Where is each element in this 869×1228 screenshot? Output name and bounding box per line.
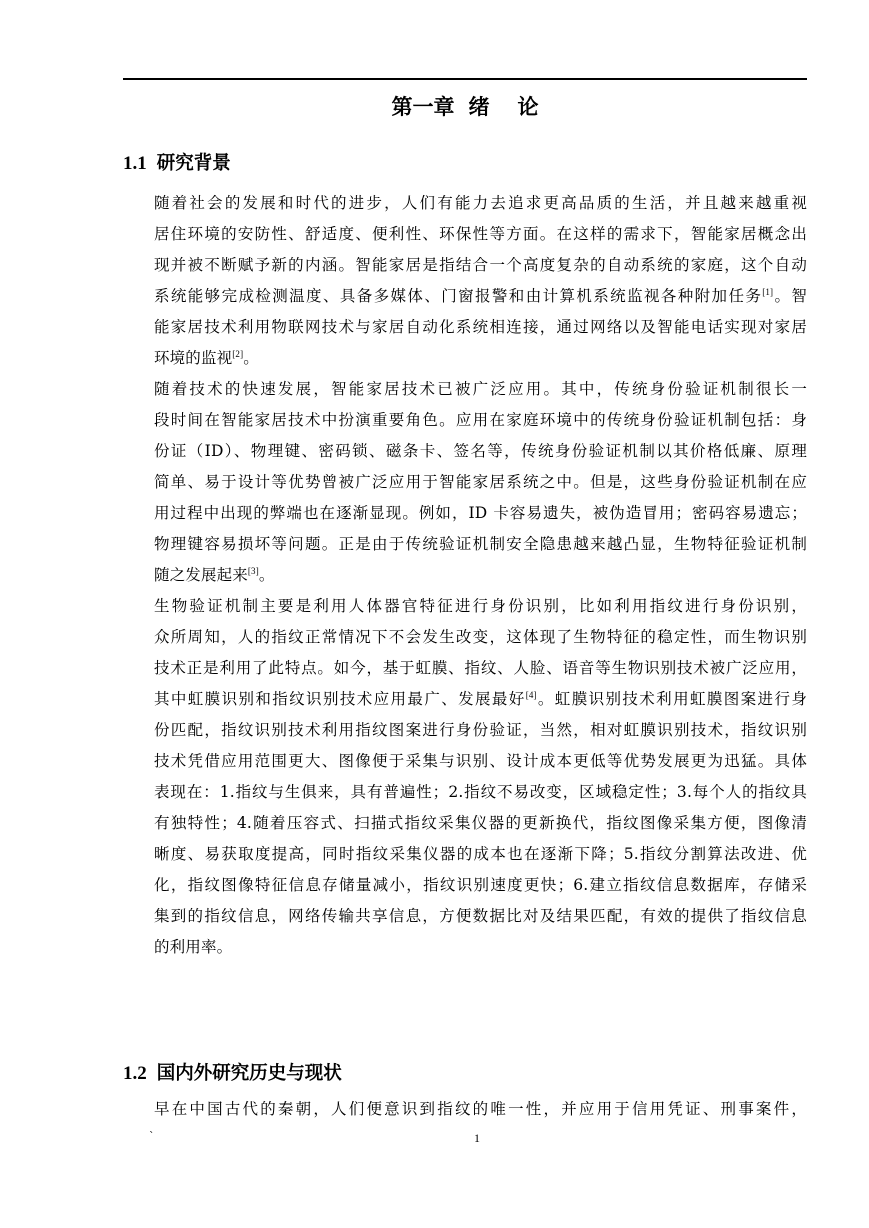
text-line: 有独特性；4.随着压容式、扫描式指纹采集仪器的更新换代，指纹图像采集方便，图像清 — [154, 814, 807, 832]
text-run: 随之发展起来 — [154, 566, 248, 584]
text-line: 的利用率。 — [154, 938, 233, 956]
text-line: 随着技术的快速发展，智能家居技术已被广泛应用。其中，传统身份验证机制很长一 — [154, 380, 807, 398]
text-line — [123, 343, 807, 374]
text-line: 早在中国古代的秦朝，人们便意识到指纹的唯一性，并应用于信用凭证、刑事案件， — [154, 1100, 807, 1118]
footer-mark: ` — [149, 1130, 155, 1143]
text-line — [123, 281, 807, 312]
chapter-title-char-1: 绪 — [468, 95, 490, 119]
section-number: 1.2 — [123, 1063, 147, 1084]
section-title: 研究背景 — [156, 153, 231, 174]
section-number: 1.1 — [123, 153, 147, 174]
chapter-title — [123, 90, 807, 124]
text-line: 随着社会的发展和时代的进步，人们有能力去追求更高品质的生活，并且越来越重视 — [154, 194, 807, 212]
text-line: 居住环境的安防性、舒适度、便利性、环保性等方面。在这样的需求下，智能家居概念出 — [154, 225, 807, 243]
text-line: 生物验证机制主要是利用人体器官特征进行身份识别，比如利用指纹进行身份识别， — [154, 597, 807, 615]
text-run: 。 — [243, 349, 259, 367]
text-line: 技术正是利用了此特点。如今，基于虹膜、指纹、人脸、语音等生物识别技术被广泛应用， — [154, 659, 807, 677]
text-line: 化，指纹图像特征信息存储量减小，指纹识别速度更快；6.建立指纹信息数据库，存储采 — [154, 876, 807, 894]
paragraph — [123, 188, 807, 374]
text-run: 。虹膜识别技术利用虹膜图案进行身 — [536, 690, 807, 708]
chapter-title-char-2: 论 — [517, 95, 539, 119]
text-run: 其中虹膜识别和指纹识别技术应用最广、发展最好 — [154, 690, 526, 708]
citation-ref: [3] — [247, 566, 259, 576]
text-line: 集到的指纹信息，网络传输共享信息，方便数据比对及结果匹配，有效的提供了指纹信息 — [154, 907, 807, 925]
section-heading-1-1 — [123, 149, 807, 179]
text-line: 段时间在智能家居技术中扮演重要角色。应用在家庭环境中的传统身份验证机制包括：身 — [154, 411, 807, 429]
section-1-1-body — [123, 188, 807, 963]
page-number: 1 — [474, 1131, 480, 1145]
text-line: 份证（ID）、物理键、密码锁、磁条卡、签名等，传统身份验证机制以其价格低廉、原理 — [154, 442, 807, 460]
text-line: 用过程中出现的弊端也在逐渐显现。例如，ID 卡容易遗失，被伪造冒用；密码容易遗忘； — [154, 504, 807, 522]
text-line: 现并被不断赋予新的内涵。智能家居是指结合一个高度复杂的自动系统的家庭，这个自动 — [154, 256, 807, 274]
citation-ref: [2] — [232, 349, 244, 359]
text-line: 技术凭借应用范围更大、图像便于采集与识别、设计成本更低等优势发展更为迅猛。具体 — [154, 752, 807, 770]
citation-ref: [4] — [525, 690, 537, 700]
section-heading-1-2 — [123, 1059, 807, 1089]
text-line: 表现在：1.指纹与生俱来，具有普遍性；2.指纹不易改变，区域稳定性；3.每个人的指纹具 — [154, 783, 807, 801]
paragraph — [123, 1094, 807, 1125]
text-line: 晰度、易获取度提高，同时指纹采集仪器的成本也在逐渐下降；5.指纹分割算法改进、优 — [154, 845, 807, 863]
chapter-title-number: 第一章 — [391, 95, 455, 119]
text-run: 环境的监视 — [154, 349, 233, 367]
text-line: 份匹配，指纹识别技术利用指纹图案进行身份验证，当然，相对虹膜识别技术，指纹识别 — [154, 721, 807, 739]
text-run: 系统能够完成检测温度、具备多媒体、门窗报警和由计算机系统监视各种附加任务 — [154, 287, 763, 305]
section-1-2-body — [123, 1094, 807, 1125]
text-line: 能家居技术利用物联网技术与家居自动化系统相连接，通过网络以及智能电话实现对家居 — [154, 318, 807, 336]
text-line — [123, 560, 807, 591]
header-rule — [123, 78, 807, 80]
text-line — [123, 684, 807, 715]
text-line: 简单、易于设计等优势曾被广泛应用于智能家居系统之中。但是，这些身份验证机制在应 — [154, 473, 807, 491]
citation-ref: [1] — [762, 287, 774, 297]
section-title: 国内外研究历史与现状 — [156, 1063, 342, 1084]
text-run: 。智 — [773, 287, 807, 305]
text-run: 。 — [258, 566, 275, 584]
paragraph — [123, 374, 807, 591]
text-line: 物理键容易损坏等问题。正是由于传统验证机制安全隐患越来越凸显，生物特征验证机制 — [154, 535, 807, 553]
paragraph — [123, 591, 807, 963]
text-line: 众所周知，人的指纹正常情况下不会发生改变，这体现了生物特征的稳定性，而生物识别 — [154, 628, 807, 646]
